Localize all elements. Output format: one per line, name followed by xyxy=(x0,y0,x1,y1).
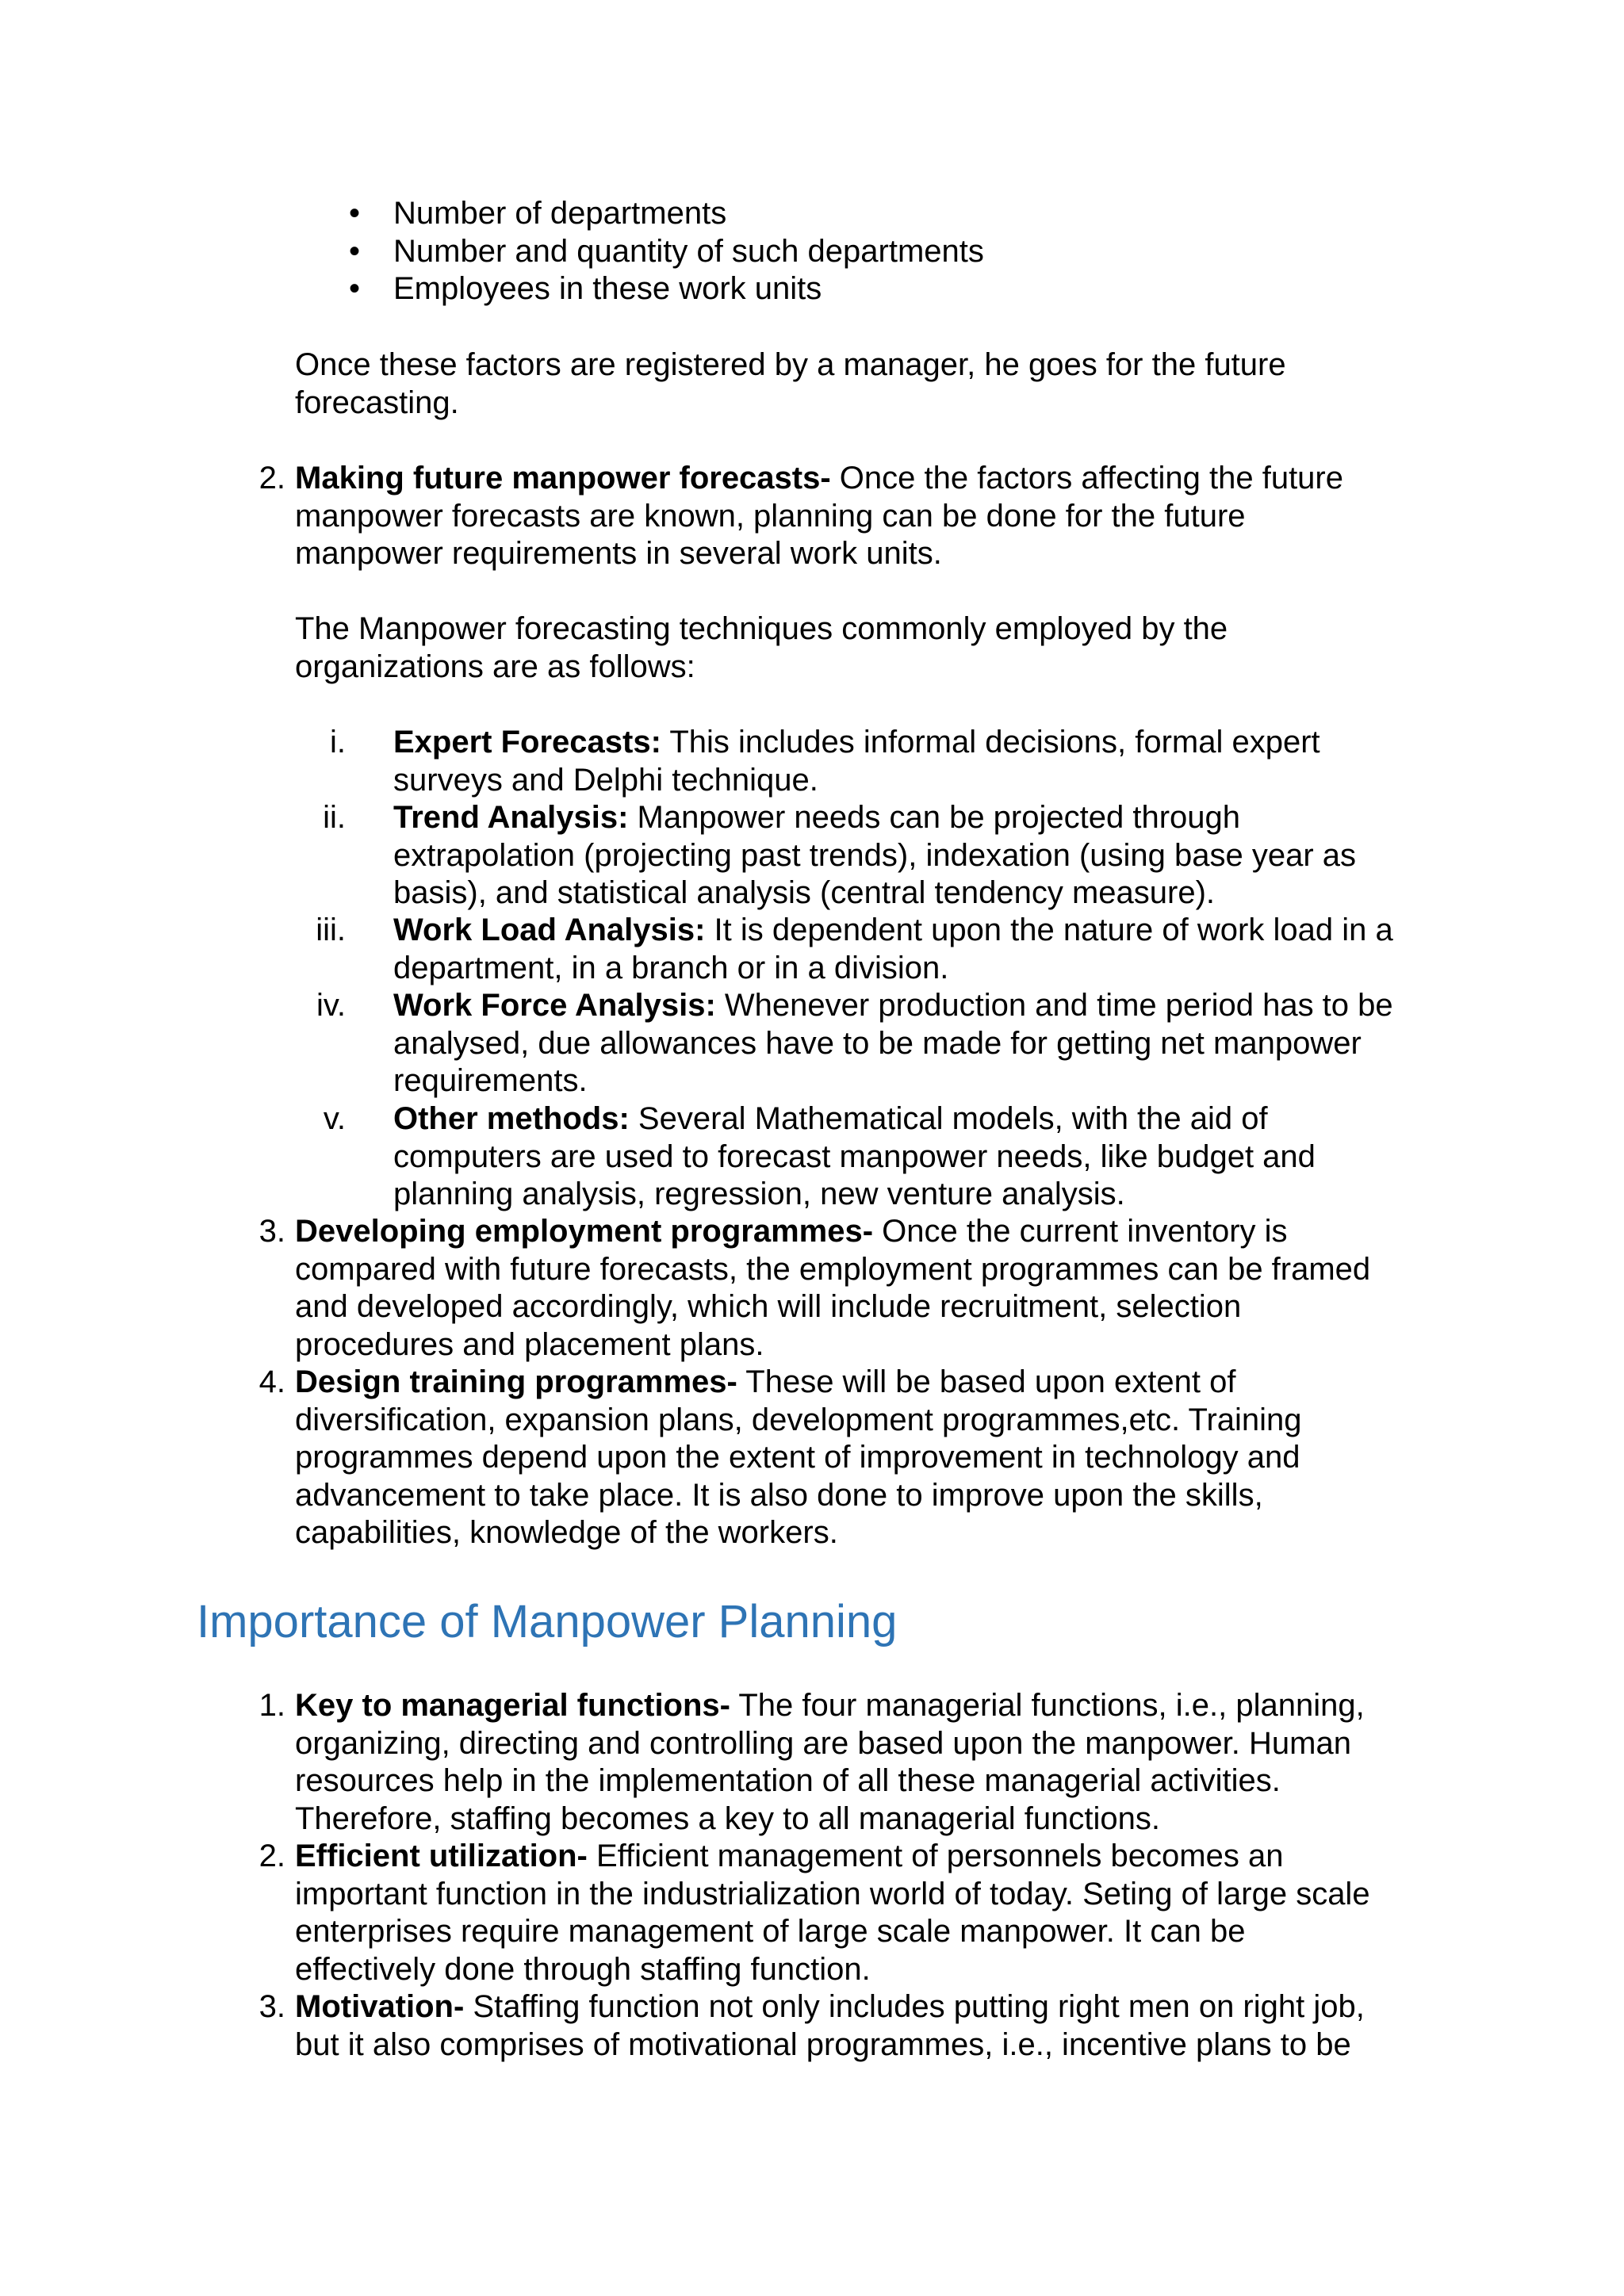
numbered-item-forecasts: 2. Making future manpower forecasts- Once the factors affecting the future manpower forecasts are known, planning can be done for the future manpower requirements in several work units. xyxy=(295,460,1453,573)
item-number: 2. xyxy=(259,1839,285,1873)
technique-other-methods: v. Other methods: Several Mathematical models, with the aid of computers are used to forecast manpower needs, like budget and planning analysis, regression, new venture analysis. xyxy=(393,1100,1456,1214)
importance-item-efficient-utilization: 2. Efficient utilization- Efficient management of personnels becomes an important function in the industrialization world of today. Seting of large scale enterprises require management of large scale manpower. It can be effectively done through staffing function. xyxy=(295,1838,1453,1988)
item-number: iv. xyxy=(316,988,346,1023)
factor-bullet-list xyxy=(349,195,1503,308)
item-lead: Design training programmes- xyxy=(295,1364,737,1399)
item-number: i. xyxy=(330,725,346,760)
item-lead: Efficient utilization- xyxy=(295,1839,588,1873)
item-number: v. xyxy=(323,1101,346,1136)
item-number: 3. xyxy=(259,1214,285,1249)
technique-work-load-analysis: iii. Work Load Analysis: It is dependent upon the nature of work load in a department, in a branch or in a division. xyxy=(393,912,1456,987)
paragraph-factors-registered: Once these factors are registered by a manager, he goes for the future forecasting. xyxy=(295,347,1286,420)
item-lead: Work Load Analysis: xyxy=(393,913,706,947)
bullet-icon: • xyxy=(349,196,361,231)
item-lead: Key to managerial functions- xyxy=(295,1688,730,1723)
bullet-icon: • xyxy=(349,271,361,306)
item-lead: Trend Analysis: xyxy=(393,800,629,835)
item-lead: Work Force Analysis: xyxy=(393,988,716,1023)
list-item: • Number of departments xyxy=(393,195,1503,233)
section-heading: Importance of Manpower Planning xyxy=(197,1596,898,1647)
item-lead: Making future manpower forecasts- xyxy=(295,461,831,496)
item-number: ii. xyxy=(323,800,346,835)
importance-item-motivation: 3. Motivation- Staffing function not only includes putting right men on right job, but it also comprises of motivational programmes, i.e., incentive plans to be xyxy=(295,1988,1453,2064)
technique-work-force-analysis: iv. Work Force Analysis: Whenever production and time period has to be analysed, due allowances have to be made for getting net manpower requirements. xyxy=(393,987,1456,1100)
list-item: • Number and quantity of such departments xyxy=(393,233,1503,271)
numbered-item-employment-programmes: 3. Developing employment programmes- Once the current inventory is compared with future forecasts, the employment programmes can be framed and developed accordingly, which will include recruitment, selection procedures and placement plans. xyxy=(295,1213,1453,1364)
item-number: 2. xyxy=(259,461,285,496)
item-number: 1. xyxy=(259,1688,285,1723)
item-lead: Expert Forecasts: xyxy=(393,725,661,760)
item-number: 3. xyxy=(259,1989,285,2024)
importance-item-managerial-functions: 1. Key to managerial functions- The four managerial functions, i.e., planning, organizing, directing and controlling are based upon the manpower. Human resources help in the implementation of all these managerial activities. Therefore, staffing becomes a key to all managerial functions. xyxy=(295,1687,1453,1838)
item-lead: Developing employment programmes- xyxy=(295,1214,874,1249)
technique-trend-analysis: ii. Trend Analysis: Manpower needs can be projected through extrapolation (projecting past trends), indexation (using base year as basis), and statistical analysis (central tendency measure). xyxy=(393,799,1456,913)
paragraph-techniques-intro: The Manpower forecasting techniques commonly employed by the organizations are as follows: xyxy=(295,611,1228,684)
numbered-item-training-programmes: 4. Design training programmes- These will be based upon extent of diversification, expansion plans, development programmes,etc. Training programmes depend upon the extent of improvement in technology and advancement to take place. It is also done to improve upon the skills, capabilities, knowledge of the workers. xyxy=(295,1364,1453,1552)
bullet-icon: • xyxy=(349,233,361,269)
item-lead: Motivation- xyxy=(295,1989,465,2024)
technique-expert-forecasts: i. Expert Forecasts: This includes informal decisions, formal expert surveys and Delphi technique. xyxy=(393,724,1456,799)
list-item: • Employees in these work units xyxy=(393,270,1503,308)
item-number: iii. xyxy=(316,913,346,947)
item-lead: Other methods: xyxy=(393,1101,630,1136)
item-number: 4. xyxy=(259,1364,285,1399)
